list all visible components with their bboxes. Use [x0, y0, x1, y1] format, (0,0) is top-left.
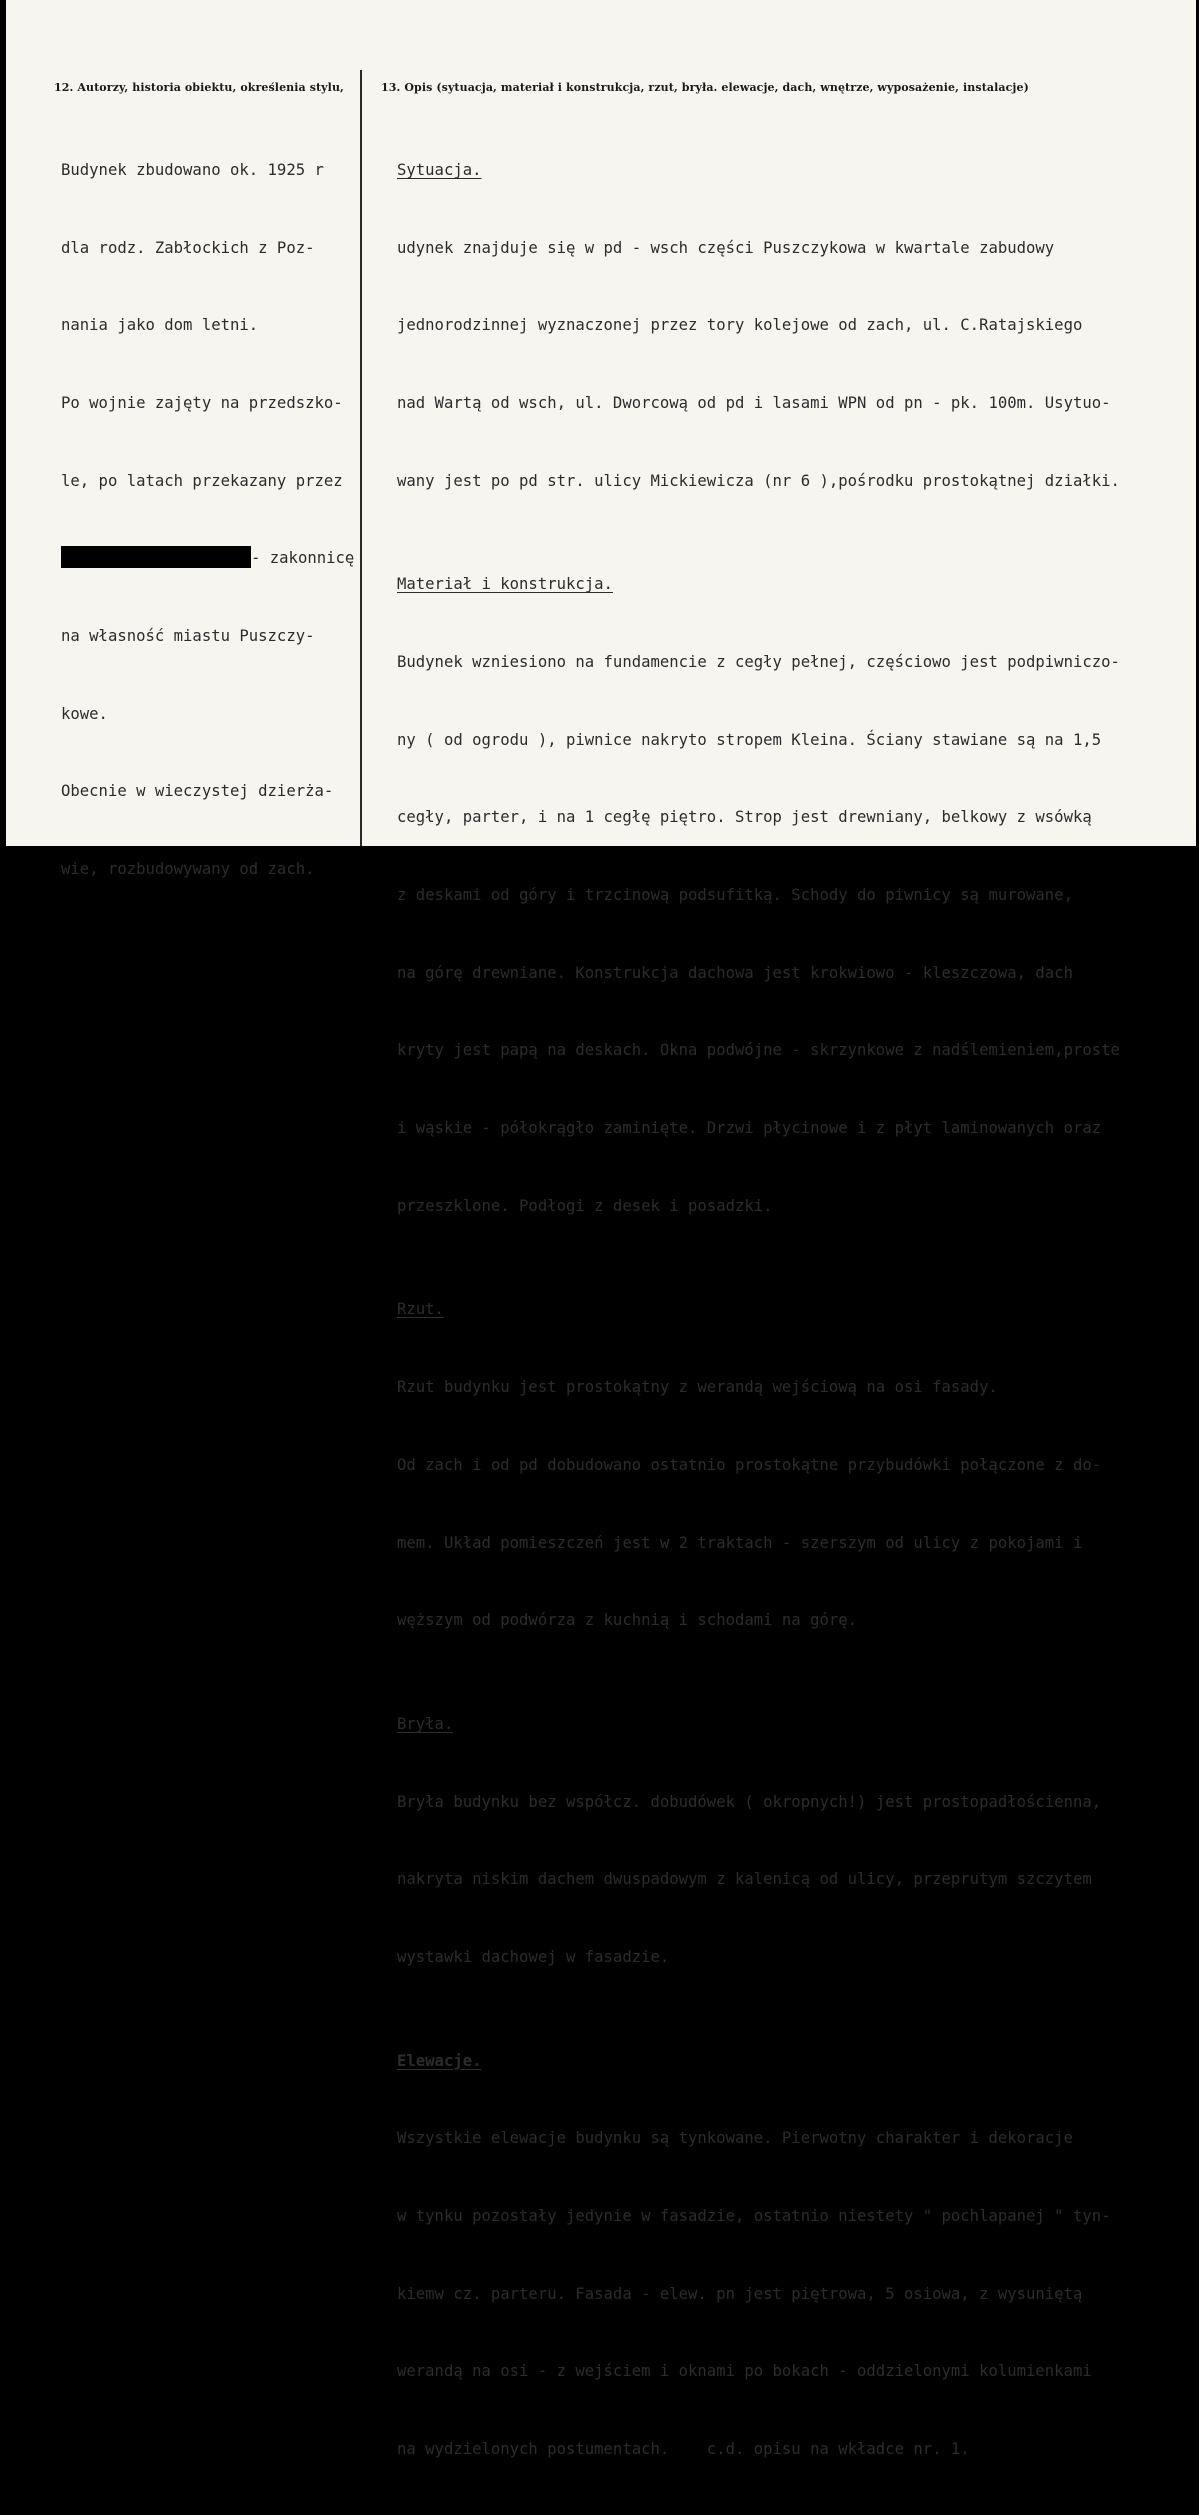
- text-line: Wszystkie elewacje budynku są tynkowane. Pierwotny charakter i dekoracje: [397, 2129, 1073, 2148]
- text-line: nakryta niskim dachem dwuspadowym z kalenicą od ulicy, przeprutym szczytem: [397, 1870, 1092, 1889]
- column-divider: [360, 70, 362, 846]
- heading-material-konstrukcja: Materiał i konstrukcja.: [397, 575, 613, 594]
- text-line: nania jako dom letni.: [61, 316, 259, 335]
- text-line: Bryła budynku bez współcz. dobudówek ( okropnych!) jest prostopadłościenna,: [397, 1792, 1102, 1811]
- section-12-header: 12. Autorzy, historia obiektu, określenia stylu,: [54, 81, 344, 94]
- heading-rzut: Rzut.: [397, 1300, 444, 1319]
- text-line: w tynku pozostały jedynie w fasadzie, ostatnio niestety " pochlapanej " tyn-: [397, 2207, 1111, 2226]
- text-line: dla rodz. Zabłockich z Poz-: [61, 238, 315, 257]
- text-line: na górę drewniane. Konstrukcja dachowa jest krokwiowo - kleszczowa, dach: [397, 963, 1073, 982]
- text-line: na własność miastu Puszczy-: [61, 627, 315, 646]
- text-line: wany jest po pd str. ulicy Mickiewicza (nr 6 ),pośrodku prostokątnej działki.: [397, 471, 1120, 490]
- text-line: Rzut budynku jest prostokątny z werandą wejściową na osi fasady.: [397, 1378, 998, 1397]
- text-line: z deskami od góry i trzcinową podsufitką. Schody do piwnicy są murowane,: [397, 886, 1073, 905]
- heading-elewacje: Elewacje.: [397, 2051, 482, 2070]
- text-line: nad Wartą od wsch, ul. Dworcową od pd i lasami WPN od pn - pk. 100m. Usytuo-: [397, 393, 1111, 412]
- text-line: udynek znajduje się w pd - wsch części Puszczykowa w kwartale zabudowy: [397, 238, 1055, 257]
- text-line: jednorodzinnej wyznaczonej przez tory kolejowe od zach, ul. C.Ratajskiego: [397, 316, 1083, 335]
- redaction-block: [61, 546, 251, 568]
- text-line: węższym od podwórza z kuchnią i schodami na górę.: [397, 1611, 858, 1630]
- history-text: [61, 106, 359, 935]
- text-line: Od zach i od pd dobudowano ostatnio prostokątne przybudówki połączone z do-: [397, 1455, 1102, 1474]
- text-line: ny ( od ogrodu ), piwnice nakryto stropem Kleina. Ściany stawiane są na 1,5: [397, 730, 1102, 749]
- description-text: [397, 106, 1187, 2515]
- heading-bryla: Bryła.: [397, 1714, 454, 1733]
- text-line: werandą na osi - z wejściem i oknami po bokach - oddzielonymi kolumienkami: [397, 2362, 1092, 2381]
- document-page: [6, 0, 1196, 2459]
- heading-sytuacja: Sytuacja.: [397, 160, 482, 179]
- text-line: przeszklone. Podłogi z desek i posadzki.: [397, 1196, 773, 1215]
- text-line: Po wojnie zajęty na przedszko-: [61, 393, 343, 412]
- text-line: na wydzielonych postumentach. c.d. opisu na wkładce nr. 1.: [397, 2440, 970, 2459]
- section-13-header: 13. Opis (sytuacja, materiał i konstrukcja, rzut, bryła. elewacje, dach, wnętrze, wyposażenie, instalacje): [381, 81, 1029, 94]
- text-line: kryty jest papą na deskach. Okna podwójne - skrzynkowe z nadślemieniem,proste: [397, 1041, 1120, 1060]
- text-line: wie, rozbudowywany od zach.: [61, 860, 315, 879]
- text-line: kiemw cz. parteru. Fasada - elew. pn jest piętrowa, 5 osiowa, z wysuniętą: [397, 2284, 1083, 2303]
- text-fragment: - zakonnicę: [251, 549, 355, 568]
- text-line: Budynek zbudowano ok. 1925 r: [61, 160, 324, 179]
- text-line: le, po latach przekazany przez: [61, 471, 343, 490]
- text-line: i wąskie - półokrągło zaminięte. Drzwi płycinowe i z płyt laminowanych oraz: [397, 1119, 1102, 1138]
- text-line: mem. Układ pomieszczeń jest w 2 traktach - szerszym od ulicy z pokojami i: [397, 1533, 1083, 1552]
- redacted-line: [61, 546, 359, 572]
- text-line: wystawki dachowej w fasadzie.: [397, 1948, 670, 1966]
- text-line: Obecnie w wieczystej dzierża-: [61, 782, 334, 801]
- text-line: Budynek wzniesiono na fundamencie z cegły pełnej, częściowo jest podpiwniczo-: [397, 652, 1120, 671]
- text-line: kowe.: [61, 704, 108, 723]
- text-line: cegły, parter, i na 1 cegłę piętro. Strop jest drewniany, belkowy z wsówką: [397, 808, 1092, 827]
